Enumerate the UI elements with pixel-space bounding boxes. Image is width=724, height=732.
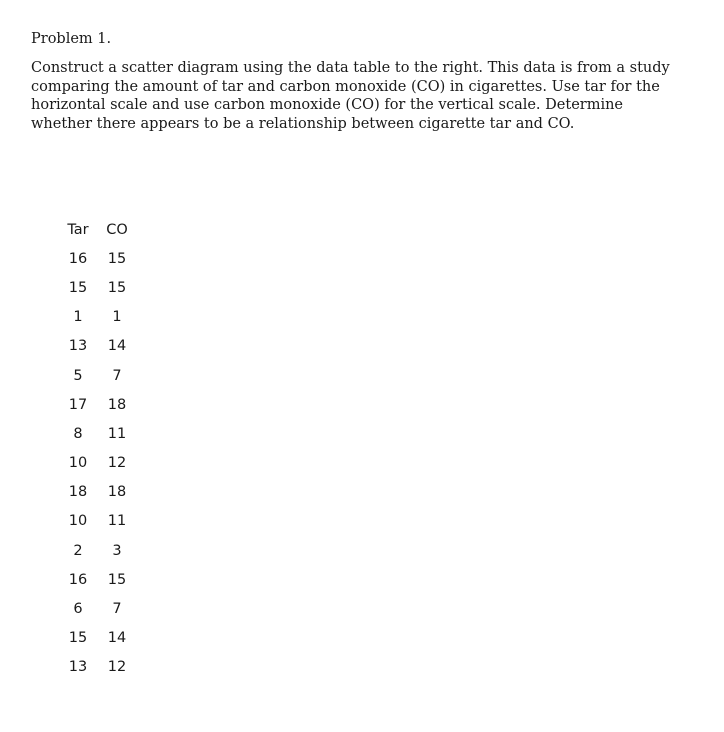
co-cell: 18 <box>107 484 127 501</box>
tar-cell: 16 <box>68 571 88 588</box>
co-cell: 14 <box>107 338 127 355</box>
table-row <box>62 653 140 682</box>
co-cell: 11 <box>107 513 127 530</box>
co-cell: 12 <box>107 455 127 472</box>
table-row <box>62 332 140 361</box>
co-cell: 12 <box>107 659 127 676</box>
tar-cell: 1 <box>73 309 83 326</box>
tar-cell: 6 <box>73 601 83 618</box>
table-row <box>62 244 140 273</box>
table-row <box>62 478 140 507</box>
table-row <box>62 565 140 594</box>
tar-cell: 15 <box>68 279 88 296</box>
co-cell: 3 <box>112 542 122 559</box>
tar-cell: 2 <box>73 542 83 559</box>
problem-statement <box>31 59 711 134</box>
co-cell: 15 <box>107 279 127 296</box>
table-row <box>62 449 140 478</box>
table-row <box>62 594 140 623</box>
tar-cell: 13 <box>68 659 88 676</box>
tar-cell: 13 <box>68 338 88 355</box>
co-cell: 7 <box>112 601 122 618</box>
table-row <box>62 536 140 565</box>
column-header-tar: Tar <box>67 221 89 238</box>
co-cell: 18 <box>107 396 127 413</box>
table-row <box>62 624 140 653</box>
problem-line: Construct a scatter diagram using the data table to the right. This data is from a study <box>31 60 670 76</box>
table-row <box>62 361 140 390</box>
table-row <box>62 303 140 332</box>
co-cell: 15 <box>107 571 127 588</box>
problem-line: horizontal scale and use carbon monoxide (CO) for the vertical scale. Determine <box>31 97 624 114</box>
co-cell: 1 <box>112 309 122 326</box>
table-row <box>62 390 140 419</box>
tar-cell: 15 <box>68 630 88 647</box>
tar-cell: 16 <box>68 250 88 267</box>
table-row <box>62 273 140 302</box>
tar-cell: 8 <box>73 425 83 442</box>
problem-title: Problem 1. <box>31 31 112 47</box>
table-row <box>62 419 140 448</box>
table-header-row <box>62 215 140 244</box>
co-cell: 7 <box>112 367 122 384</box>
tar-cell: 5 <box>73 367 83 384</box>
co-cell: 11 <box>107 425 127 442</box>
tar-cell: 18 <box>68 484 88 501</box>
problem-line: whether there appears to be a relationship between cigarette tar and CO. <box>31 116 575 133</box>
co-cell: 14 <box>107 630 127 647</box>
table-row <box>62 507 140 536</box>
column-header-co: CO <box>106 221 128 238</box>
tar-cell: 10 <box>68 455 88 472</box>
tar-cell: 17 <box>68 396 88 413</box>
tar-cell: 10 <box>68 513 88 530</box>
tar-co-data-table <box>62 215 140 682</box>
co-cell: 15 <box>107 250 127 267</box>
problem-line: comparing the amount of tar and carbon monoxide (CO) in cigarettes. Use tar for the <box>31 78 660 95</box>
